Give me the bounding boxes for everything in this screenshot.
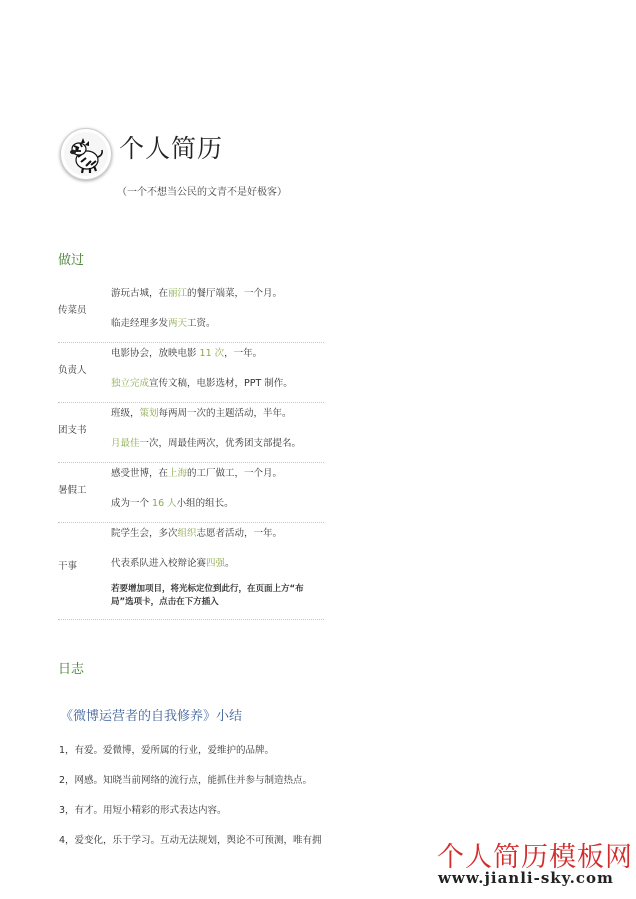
detail-text: 每两周一次的主题活动，半年。 (158, 408, 292, 419)
entry-detail-line (111, 315, 216, 329)
entry-divider (58, 462, 324, 463)
entry-detail-line (111, 345, 262, 359)
highlight-text: 策划 (139, 408, 159, 419)
entry-detail-line (111, 405, 292, 419)
entry-divider (58, 402, 324, 403)
list-item: 4，爱变化，乐于学习。互动无法规划，舆论不可预测，唯有拥 (59, 835, 322, 846)
entry-role-label: 传菜员 (58, 305, 87, 316)
highlight-text: 月最佳 (111, 438, 140, 449)
detail-text: 小组的组长。 (176, 498, 234, 509)
detail-text: 班级， (111, 408, 140, 419)
entry-detail-line (111, 495, 234, 509)
entry-role-label: 干事 (58, 561, 78, 572)
detail-text: 临走经理多发 (111, 318, 169, 329)
entry-detail-line (111, 555, 235, 569)
page-title: 个人简历 (119, 134, 224, 163)
highlight-text: 四强 (206, 558, 226, 569)
highlight-text: 两天 (168, 318, 188, 329)
detail-text: 。 (225, 558, 235, 569)
list-item: 2，网感。知晓当前网络的流行点，能抓住并参与制造热点。 (59, 775, 313, 786)
entry-detail-line (111, 285, 282, 299)
detail-text: ，一年。 (224, 348, 263, 359)
detail-text: 感受世博，在 (111, 468, 169, 479)
detail-text: 代表系队进入校辩论赛 (111, 558, 207, 569)
watermark-title: 个人简历模板网 (437, 842, 633, 873)
highlight-text: 组织 (177, 528, 197, 539)
detail-text: 志愿者活动，一年。 (196, 528, 283, 539)
detail-text: 电影协会，放映电影 (111, 348, 200, 359)
entry-detail-line (111, 525, 282, 539)
entry-detail-line (111, 435, 301, 449)
detail-text: 的餐厅端菜，一个月。 (187, 288, 283, 299)
entry-role-label: 暑假工 (58, 485, 87, 496)
entry-role-label: 团支书 (58, 425, 87, 436)
entry-insert-hint: 若要增加项目，将光标定位到此行，在页面上方“布局”选项卡，点击在下方插入 (111, 584, 304, 607)
page-subtitle: （一个不想当公民的文青不是好极客） (117, 187, 287, 198)
watermark-url: www.jianli-sky.com (438, 869, 614, 887)
entry-detail-line (111, 465, 282, 479)
zebra-icon (60, 128, 112, 180)
entry-detail-line (111, 375, 293, 389)
entry-divider (58, 619, 324, 620)
list-item: 3，有才。用短小精彩的形式表达内容。 (59, 805, 227, 816)
detail-text: 游玩古城，在 (111, 288, 169, 299)
highlight-text: 16 人 (152, 498, 177, 509)
experience-heading: 做过 (58, 253, 85, 268)
list-item: 1，有爱。爱微博，爱所属的行业，爱维护的品牌。 (59, 745, 275, 756)
detail-text: 工资。 (187, 318, 216, 329)
detail-text: 成为一个 (111, 498, 153, 509)
highlight-text: 丽江 (168, 288, 188, 299)
entry-divider (58, 342, 324, 343)
blog-post-title[interactable]: 《微博运营者的自我修养》小结 (60, 709, 243, 724)
entry-divider (58, 522, 324, 523)
detail-text: 宣传文稿，电影选材，PPT 制作。 (149, 378, 293, 389)
log-heading: 日志 (58, 662, 85, 677)
highlight-text: 11 次 (199, 348, 225, 359)
detail-text: 院学生会，多次 (111, 528, 178, 539)
highlight-text: 独立完成 (111, 378, 150, 389)
entry-role-label: 负责人 (58, 365, 87, 376)
detail-text: 一次，周最佳两次，优秀团支部提名。 (139, 438, 302, 449)
detail-text: 的工厂做工，一个月。 (187, 468, 283, 479)
highlight-text: 上海 (168, 468, 188, 479)
